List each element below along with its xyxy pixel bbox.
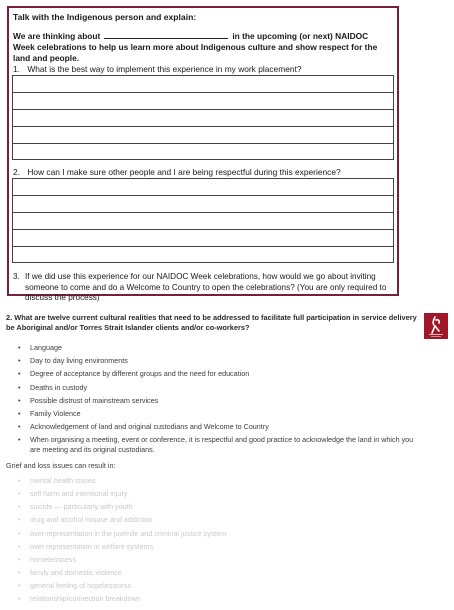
list-item: • homelessness — [18, 555, 226, 565]
list-item: • mental health issues — [18, 476, 226, 486]
list-item: • Possible distrust of mainstream services — [18, 396, 420, 406]
list-item: • self harm and intentional injury — [18, 489, 226, 499]
answer-line[interactable] — [12, 212, 394, 229]
answer-line[interactable] — [12, 246, 394, 263]
question-2-number: 2. — [13, 167, 20, 177]
question-3 — [13, 272, 395, 304]
question-2-text: How can I make sure other people and I are being respectful during this experience? — [27, 167, 341, 177]
list-item: • over-representation in the juvenile and criminal justice system — [18, 529, 226, 539]
answer-line[interactable] — [12, 195, 394, 212]
answer-line[interactable] — [12, 126, 394, 143]
question-3-number: 3. — [13, 272, 20, 281]
fill-in-blank[interactable] — [104, 30, 228, 39]
list-item: • When organising a meeting, event or conference, it is respectful and good practice to acknowledge the land in which you are meeting and its original custodians. — [18, 435, 420, 454]
question-3-text-cont: someone to come and do a Welcome to Country to open the celebrations? (You are only required to discuss the process) — [25, 282, 387, 303]
worksheet-intro — [13, 30, 389, 64]
answer-line[interactable] — [12, 92, 394, 109]
list-item: • Degree of acceptance by different groups and the need for education — [18, 369, 420, 379]
question-2 — [13, 167, 341, 178]
question-1 — [13, 64, 302, 75]
academic-logo-icon — [424, 313, 448, 339]
list-item: • Family Violence — [18, 409, 420, 419]
list-item: • general feeling of hopelessness — [18, 581, 226, 591]
list-item: • Acknowledgement of land and original custodians and Welcome to Country — [18, 422, 420, 432]
intro-part2: in the upcoming (or next) NAIDOC Week celebrations to help us learn more about Indigenous culture and show respect for the land and people. — [13, 31, 378, 63]
answer-line[interactable] — [12, 143, 394, 160]
answer-line[interactable] — [12, 178, 394, 195]
worksheet-title: Talk with the Indigenous person and explain: — [13, 12, 197, 22]
question-1-text: What is the best way to implement this experience in my work placement? — [27, 64, 302, 74]
cultural-realities-section — [6, 313, 420, 606]
list-item: • family and domestic violence — [18, 568, 226, 578]
list-item: • drug and alcohol misuse and addiction — [18, 515, 226, 525]
answer-lines-1[interactable] — [12, 75, 394, 160]
question-1-number: 1. — [13, 64, 20, 74]
answer-line[interactable] — [12, 109, 394, 126]
grief-heading: Grief and loss issues can result in: — [6, 461, 116, 470]
grief-list — [18, 476, 226, 607]
realities-list — [18, 343, 420, 458]
worksheet-panel — [7, 6, 399, 303]
list-item: • Language — [18, 343, 420, 353]
list-item: • Deaths in custody — [18, 383, 420, 393]
answer-line[interactable] — [12, 229, 394, 246]
answer-lines-2[interactable] — [12, 178, 394, 263]
list-item: • over representation in welfare systems — [18, 542, 226, 552]
question-3-text: If we did use this experience for our NAIDOC Week celebrations, how would we go about inviting — [25, 272, 376, 281]
intro-part1: We are thinking about — [13, 31, 101, 41]
answer-line[interactable] — [12, 75, 394, 92]
list-item: • Day to day living environments — [18, 356, 420, 366]
list-item: • suicide — particularly with youth — [18, 502, 226, 512]
section-question: 2. What are twelve current cultural realities that need to be addressed to facilitate full participation in service delivery be Aboriginal and/or Torres Strait Islander clients and/or co-workers? — [6, 313, 417, 332]
list-item: • relationship/connection breakdown — [18, 594, 226, 604]
